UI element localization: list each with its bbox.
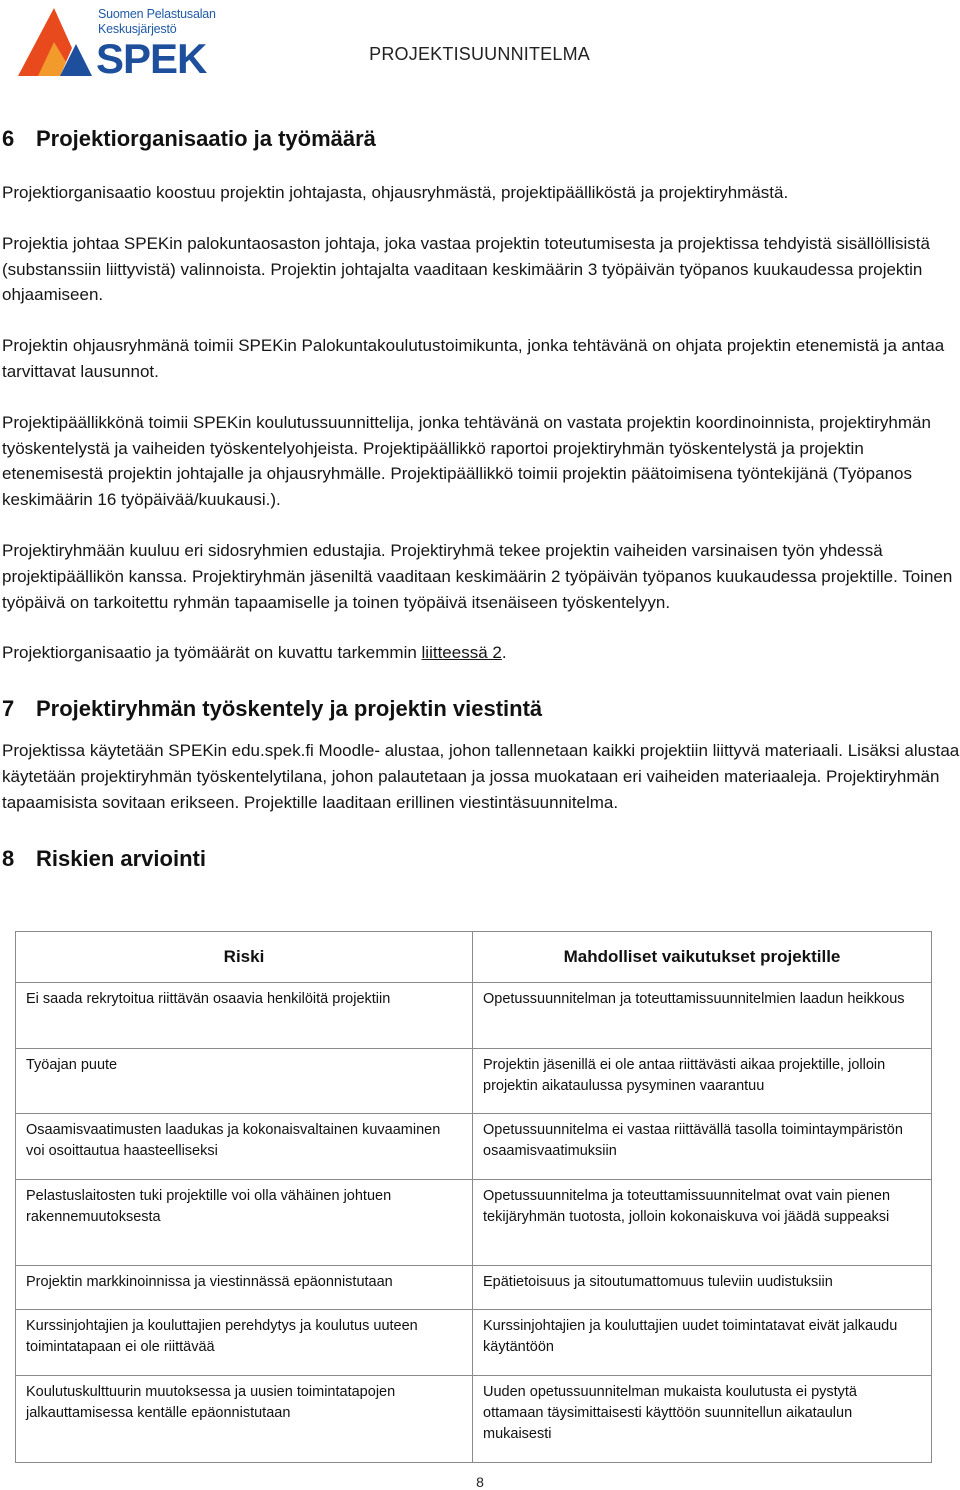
risk-cell: Kurssinjohtajien ja kouluttajien perehdytys ja koulutus uuteen toimintatapaan ei ole riittävää [16,1310,473,1376]
section-7-number: 7 [2,696,15,722]
table-header-row [16,932,932,983]
risk-cell: Projektin markkinoinnissa ja viestinnässä epäonnistutaan [16,1266,473,1310]
section-6-paragraph-2: Projektia johtaa SPEKin palokuntaosaston johtaja, joka vastaa projektin toteutumisesta ja projektissa tehdyistä sisällöllisistä (substanssiin liittyvistä) valinnoista. Projektin johtajalta vaaditaan keskimäärin 3 työpäivän työpanos kuukaudessa projektin ohjaamiseen. [2,233,930,305]
section-6-paragraph-4: Projektipäällikkönä toimii SPEKin koulutussuunnittelija, jonka tehtävänä on vastata projektin koordinoinnista, projektiryhmän työskentelystä ja vaiheiden työskentelyohjeista. Projektipäällikkö raportoi projektiryhmän työskentelystä ja projektin etenemisestä projektin johtajalle ja ohjausryhmälle. Projektipäällikkö toimii projektin päätoimisena työntekijänä (Työpanos keskimäärin 16 työpäivää/kuukausi.). [2,412,931,510]
risk-cell: Koulutuskulttuurin muutoksessa ja uusien toimintatapojen jalkauttamisessa kentälle epäonnistutaan [16,1376,473,1463]
risk-cell: Työajan puute [16,1049,473,1114]
logo-org-name [98,7,216,37]
risk-cell: Ei saada rekrytoitua riittävän osaavia henkilöitä projektiin [16,983,473,1049]
flame-icon [16,4,94,80]
impact-cell: Opetussuunnitelman ja toteuttamissuunnitelmien laadun heikkous [473,983,932,1049]
table-row [16,1180,932,1266]
impact-cell: Uuden opetussuunnitelman mukaista koulutusta ei pystytä ottamaan täysimittaisesti käyttöön suunnitellun aikataulun mukaisesti [473,1376,932,1463]
header-impacts: Mahdolliset vaikutukset projektille [473,932,932,983]
logo-org-line1: Suomen Pelastusalan [98,7,216,21]
table-row [16,1376,932,1463]
table-row [16,1310,932,1376]
section-6-paragraph-3: Projektin ohjausryhmänä toimii SPEKin Palokuntakoulutustoimikunta, jonka tehtävänä on ohjata projektin etenemistä ja antaa tarvittavat lausunnot. [2,336,945,381]
risk-cell: Pelastuslaitosten tuki projektille voi olla vähäinen johtuen rakennemuutoksesta [16,1180,473,1266]
impact-cell: Opetussuunnitelma ja toteuttamissuunnitelmat ovat vain pienen tekijäryhmän tuotosta, jolloin kokonaiskuva voi jäädä suppeaksi [473,1180,932,1266]
section-6-number: 6 [2,126,15,151]
section-8-number: 8 [2,845,15,871]
document-body [2,124,960,874]
appendix-text-before: Projektiorganisaatio ja työmäärät on kuvattu tarkemmin [2,643,422,663]
table-row [16,1049,932,1114]
section-6-heading [2,124,960,154]
table-row [16,983,932,1049]
impact-cell: Projektin jäsenillä ei ole antaa riittävästi aikaa projektille, jolloin projektin aikataulussa pysyminen vaarantuu [473,1049,932,1114]
header-risk: Riski [16,932,473,983]
section-8-title: Riskien arviointi [36,845,206,871]
section-6-title: Projektiorganisaatio ja työmäärä [36,126,376,151]
appendix-2-link[interactable]: liitteessä 2 [421,643,502,663]
section-7-paragraph-1: Projektissa käytetään SPEKin edu.spek.fi Moodle- alustaa, johon tallennetaan kaikki projektiin liittyvä materiaali. Lisäksi alustaa käytetään projektiryhmän työskentelytilana, johon palautetaan ja jossa muokataan eri vaiheiden materiaaleja. Projektiryhmän tapaamisista sovitaan erikseen. Projektille laaditaan erillinen viestintäsuunnitelma. [2,741,960,812]
section-7-heading [2,694,960,724]
section-6-paragraph-6 [2,640,960,666]
document-title: PROJEKTISUUNNITELMA [369,44,590,64]
logo-wordmark: SPEK [96,35,207,82]
risk-table [15,931,932,1463]
section-6-paragraph-5: Projektiryhmään kuuluu eri sidosryhmien edustajia. Projektiryhmä tekee projektin vaiheiden varsinaisen työn yhdessä projektipäällikön kanssa. Projektiryhmän jäseniltä vaaditaan keskimäärin 2 työpäivän työpanos kuukaudessa projektille. Toinen työpäivä on tarkoitettu ryhmän tapaamiselle ja toinen työpäivä itsenäiseen työskentelyyn. [2,540,953,612]
appendix-text-after: . [501,643,507,663]
page-number: 8 [476,1474,484,1490]
table-row [16,1266,932,1310]
table-row [16,1114,932,1180]
section-7-title: Projektiryhmän työskentely ja projektin viestintä [36,696,543,722]
impact-cell: Epätietoisuus ja sitoutumattomuus tuleviin uudistuksiin [473,1266,932,1310]
impact-cell: Kurssinjohtajien ja kouluttajien uudet toimintatavat eivät jalkaudu käytäntöön [473,1310,932,1376]
spek-logo [16,4,216,80]
section-6-paragraph-1: Projektiorganisaatio koostuu projektin johtajasta, ohjausryhmästä, projektipäälliköstä ja projektiryhmästä. [2,183,789,202]
logo-org-line2: Keskusjärjestö [98,22,177,36]
risk-cell: Osaamisvaatimusten laadukas ja kokonaisvaltainen kuvaaminen voi osoittautua haasteelliseksi [16,1114,473,1180]
impact-cell: Opetussuunnitelma ei vastaa riittävällä tasolla toimintaympäristön osaamisvaatimuksiin [473,1114,932,1180]
section-8-heading [2,844,960,874]
